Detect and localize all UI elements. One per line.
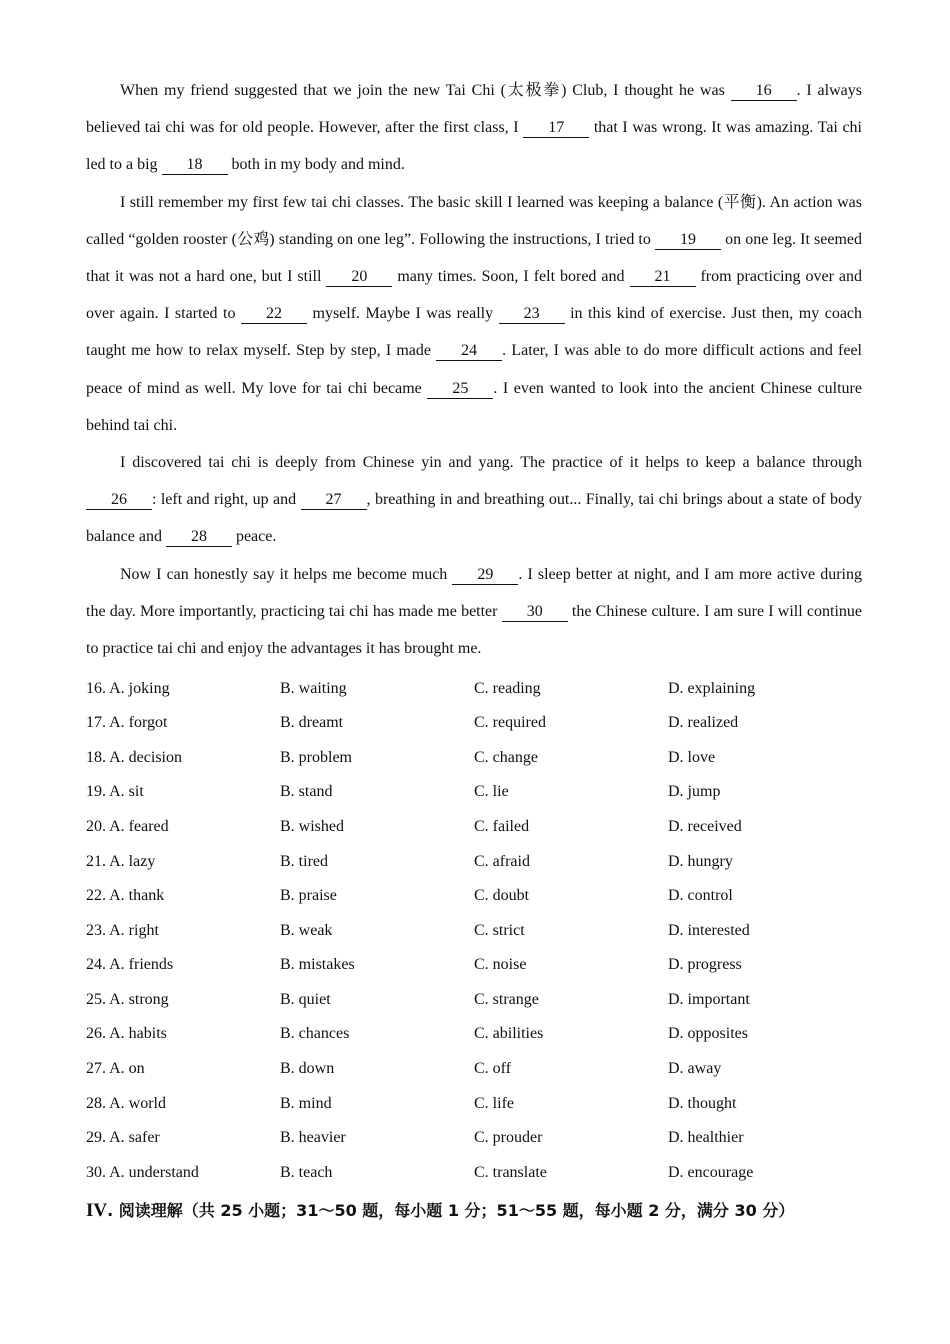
passage-text: myself. Maybe I was really: [307, 305, 499, 323]
answer-blank[interactable]: 26: [86, 491, 152, 510]
answer-blank[interactable]: 22: [241, 305, 307, 324]
option-choice[interactable]: C. change: [474, 748, 538, 766]
option-choice[interactable]: B. stand: [280, 783, 333, 801]
option-choice[interactable]: D. love: [668, 748, 716, 766]
option-choice[interactable]: 20. A. feared: [86, 817, 169, 835]
option-choice[interactable]: B. heavier: [280, 1129, 346, 1147]
option-row: [86, 879, 862, 914]
passage-text: from practicing over and over again. I started to: [86, 268, 863, 323]
option-row: [86, 1156, 862, 1191]
section-title: . 阅读理解（共 25 小题；31～50 题，每小题 1 分；51～55 题，每小题 2 分，满分 30 分）: [107, 1201, 795, 1221]
passage-text: Now I can honestly say it helps me become much: [120, 565, 453, 583]
answer-blank[interactable]: 30: [502, 603, 568, 622]
option-row: [86, 983, 862, 1018]
passage-text: . I even wanted to look into the ancient Chinese culture behind tai chi.: [86, 379, 862, 434]
option-choice[interactable]: 23. A. right: [86, 921, 159, 939]
option-choice[interactable]: D. away: [668, 1060, 722, 1078]
option-choice[interactable]: 17. A. forgot: [86, 714, 168, 732]
option-choice[interactable]: D. encourage: [668, 1163, 754, 1181]
section-roman-numeral: IV: [86, 1200, 108, 1222]
option-row: [86, 1086, 862, 1121]
option-choice[interactable]: C. strange: [474, 990, 539, 1008]
option-row: [86, 706, 862, 741]
option-choice[interactable]: C. afraid: [474, 852, 530, 870]
answer-blank[interactable]: 21: [630, 268, 696, 287]
option-choice[interactable]: 26. A. habits: [86, 1025, 167, 1043]
option-row: [86, 775, 862, 810]
option-choice[interactable]: C. noise: [474, 956, 527, 974]
option-choice[interactable]: 27. A. on: [86, 1060, 145, 1078]
passage-text: peace.: [231, 528, 277, 546]
option-choice[interactable]: 24. A. friends: [86, 956, 174, 974]
option-choice[interactable]: D. realized: [668, 714, 739, 732]
option-choice[interactable]: C. lie: [474, 783, 509, 801]
option-row: [86, 948, 862, 983]
passage-text: many times. Soon, I felt bored and: [392, 268, 630, 286]
answer-blank[interactable]: 25: [427, 380, 493, 399]
passage-text: the Chinese culture. I am sure I will continue to practice tai chi and enjoy the advantages it has brought me.: [86, 602, 862, 658]
answer-blank[interactable]: 17: [523, 119, 589, 138]
option-choice[interactable]: 21. A. lazy: [86, 852, 156, 870]
option-choice[interactable]: D. jump: [668, 783, 721, 801]
option-choice[interactable]: B. tired: [280, 852, 328, 870]
passage-text: : left and right, up and: [152, 491, 301, 509]
passage-text: . Later, I was able to do more difficult actions and feel peace of mind as well. My love for tai chi became: [86, 342, 862, 397]
option-choice[interactable]: 16. A. joking: [86, 679, 170, 697]
passage-text: , breathing in and breathing out... Finally, tai chi brings about a state of body balance and: [86, 491, 863, 546]
option-row: [86, 671, 862, 706]
option-choice[interactable]: D. healthier: [668, 1129, 744, 1147]
passage-text: . I sleep better at night, and I am more active during the day. More importantly, practicing tai chi has made me better: [86, 565, 862, 620]
passage-text: . I always believed tai chi was for old people. However, after the first class, I: [86, 82, 862, 137]
options-table: [86, 671, 862, 1190]
exam-page: [86, 72, 862, 1222]
option-choice[interactable]: 25. A. strong: [86, 990, 169, 1008]
answer-blank[interactable]: 28: [166, 528, 232, 547]
option-choice[interactable]: C. required: [474, 714, 546, 732]
answer-blank[interactable]: 19: [655, 231, 721, 250]
answer-blank[interactable]: 29: [452, 566, 518, 585]
option-choice[interactable]: B. dreamt: [280, 714, 344, 732]
option-choice[interactable]: C. translate: [474, 1163, 547, 1181]
option-choice[interactable]: C. doubt: [474, 887, 530, 905]
option-choice[interactable]: 19. A. sit: [86, 783, 144, 801]
option-choice[interactable]: D. control: [668, 887, 733, 905]
answer-blank[interactable]: 16: [731, 82, 797, 101]
option-choice[interactable]: B. weak: [280, 921, 333, 939]
option-choice[interactable]: B. teach: [280, 1163, 333, 1181]
option-choice[interactable]: C. failed: [474, 817, 530, 835]
passage-text: I discovered tai chi is deeply from Chinese yin and yang. The practice of it helps to keep a balance through: [120, 454, 862, 472]
passage-text: both in my body and mind.: [227, 156, 405, 174]
passage-text: in this kind of exercise. Just then, my coach taught me how to relax myself. Step by step, I made: [86, 305, 863, 360]
option-choice[interactable]: B. wished: [280, 817, 344, 835]
passage-text: I still remember my first few tai chi classes. The basic skill I learned was keeping a balance (平衡). An action was called “golden rooster (公鸡) standing on one leg”. Following the instructions, I tried to: [86, 193, 862, 248]
passage-text: When my friend suggested that we join the new Tai Chi (太极拳) Club, I thought he was: [120, 82, 731, 99]
option-choice[interactable]: B. praise: [280, 887, 337, 905]
passage-paragraph: [86, 556, 862, 668]
option-choice[interactable]: 28. A. world: [86, 1094, 166, 1112]
option-row: [86, 844, 862, 879]
option-row: [86, 913, 862, 948]
option-row: [86, 810, 862, 845]
option-choice[interactable]: C. life: [474, 1094, 514, 1112]
answer-blank[interactable]: 20: [326, 268, 392, 287]
option-choice[interactable]: C. off: [474, 1060, 512, 1078]
option-choice[interactable]: B. mind: [280, 1094, 332, 1112]
option-choice[interactable]: B. problem: [280, 748, 352, 766]
option-choice[interactable]: 30. A. understand: [86, 1163, 199, 1181]
option-choice[interactable]: D. thought: [668, 1094, 737, 1112]
passage-text: on one leg. It seemed that it was not a hard one, but I still: [86, 230, 862, 286]
option-choice[interactable]: C. abilities: [474, 1025, 544, 1043]
option-choice[interactable]: D. received: [668, 817, 742, 835]
option-choice[interactable]: D. hungry: [668, 852, 733, 870]
option-choice[interactable]: B. chances: [280, 1025, 350, 1043]
option-choice[interactable]: C. prouder: [474, 1129, 543, 1147]
option-choice[interactable]: B. quiet: [280, 990, 331, 1008]
option-choice[interactable]: 22. A. thank: [86, 887, 165, 905]
passage-text: that I was wrong. It was amazing. Tai chi led to a big: [86, 119, 863, 174]
answer-blank[interactable]: 18: [162, 156, 228, 175]
option-choice[interactable]: B. down: [280, 1060, 335, 1078]
option-choice[interactable]: C. reading: [474, 679, 541, 697]
option-choice[interactable]: D. opposites: [668, 1025, 748, 1043]
answer-blank[interactable]: 24: [436, 342, 502, 361]
option-choice[interactable]: C. strict: [474, 921, 525, 939]
section-heading: [86, 1198, 862, 1222]
option-row: [86, 740, 862, 775]
option-choice[interactable]: B. mistakes: [280, 956, 355, 974]
passage-paragraph: [86, 184, 862, 444]
option-row: [86, 1052, 862, 1087]
option-row: [86, 1121, 862, 1156]
option-choice[interactable]: D. progress: [668, 956, 742, 974]
option-row: [86, 1017, 862, 1052]
passage-paragraph: [86, 444, 862, 556]
option-choice[interactable]: D. important: [668, 990, 750, 1008]
cloze-passage: [86, 72, 862, 667]
option-choice[interactable]: D. interested: [668, 921, 750, 939]
option-choice[interactable]: 18. A. decision: [86, 748, 182, 766]
passage-paragraph: [86, 72, 862, 184]
option-choice[interactable]: B. waiting: [280, 679, 347, 697]
option-choice[interactable]: D. explaining: [668, 679, 756, 697]
option-choice[interactable]: 29. A. safer: [86, 1129, 160, 1147]
answer-blank[interactable]: 27: [301, 491, 367, 510]
answer-blank[interactable]: 23: [499, 305, 565, 324]
